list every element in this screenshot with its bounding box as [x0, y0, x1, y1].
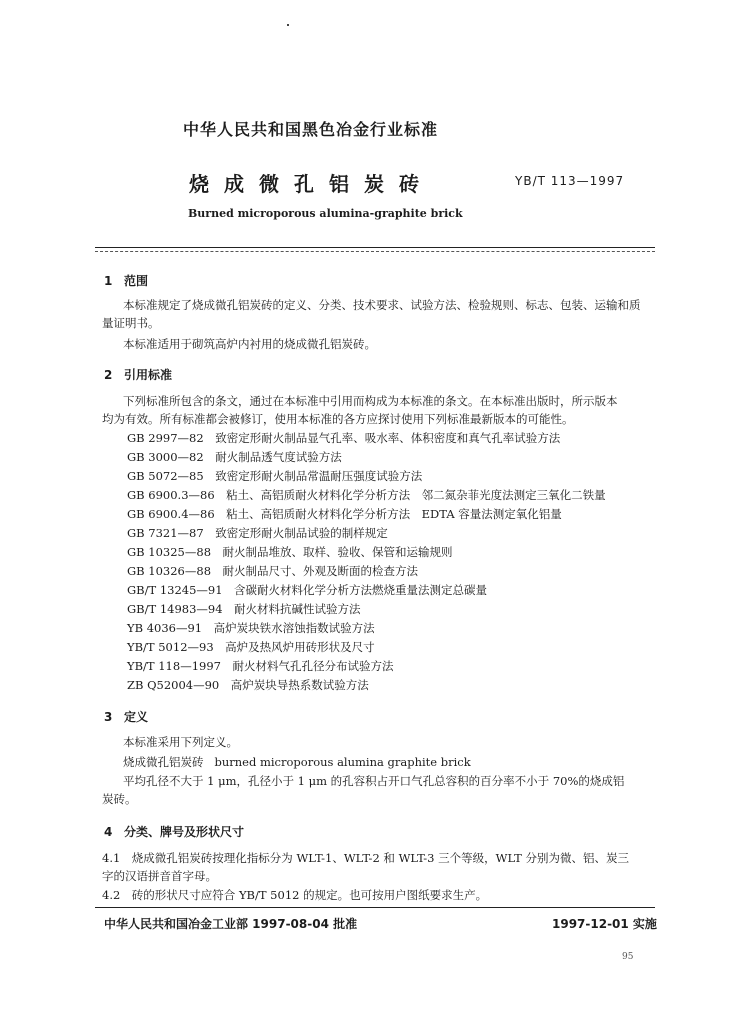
- reference-item: YB/T 118—1997 耐火材料气孔孔径分布试验方法: [127, 659, 394, 673]
- paragraph: 字的汉语拼音首字母。: [102, 869, 217, 883]
- paragraph: 本标准采用下列定义。: [123, 735, 238, 749]
- reference-item: GB 5072—85 致密定形耐火制品常温耐压强度试验方法: [127, 469, 423, 483]
- paragraph: 4.1 烧成微孔铝炭砖按理化指标分为 WLT-1、WLT-2 和 WLT-3 三个等级，WLT 分别为微、铝、炭三: [102, 851, 629, 865]
- reference-item: GB 7321—87 致密定形耐火制品试验的制样规定: [127, 526, 388, 540]
- scan-dot: [287, 24, 289, 26]
- term-chinese: 烧成微孔铝炭砖: [123, 755, 204, 769]
- paragraph: 量证明书。: [102, 316, 160, 330]
- approval-line: 中华人民共和国冶金工业部 1997-08-04 批准: [104, 917, 358, 931]
- section-3-heading: [104, 708, 148, 725]
- section-1-heading: [104, 272, 148, 289]
- reference-item: GB/T 13245—91 含碳耐火材料化学分析方法燃烧重量法测定总碳量: [127, 583, 488, 597]
- section-title: 分类、牌号及形状尺寸: [124, 825, 245, 839]
- reference-item: YB/T 5012—93 高炉及热风炉用砖形状及尺寸: [127, 640, 375, 654]
- section-number: 1: [104, 274, 113, 288]
- footer-rule: [95, 907, 655, 908]
- section-title: 定义: [124, 710, 149, 724]
- paragraph: 本标准规定了烧成微孔铝炭砖的定义、分类、技术要求、试验方法、检验规则、标志、包装、运输和质: [123, 298, 641, 312]
- reference-item: GB 6900.4—86 粘土、高铝质耐火材料化学分析方法 EDTA 容量法测定氧化铝量: [127, 507, 562, 521]
- reference-item: GB 10326—88 耐火制品尺寸、外观及断面的检查方法: [127, 564, 419, 578]
- title-english: Burned microporous alumina-graphite brick: [188, 207, 463, 220]
- reference-item: GB/T 14983—94 耐火材料抗碱性试验方法: [127, 602, 361, 616]
- reference-item: GB 2997—82 致密定形耐火制品显气孔率、吸水率、体积密度和真气孔率试验方法: [127, 431, 561, 445]
- section-title: 范围: [124, 274, 149, 288]
- paragraph: 4.2 砖的形状尺寸应符合 YB/T 5012 的规定。也可按用户图纸要求生产。: [102, 888, 488, 902]
- implementation-date: 1997-12-01 实施: [552, 917, 657, 931]
- section-title: 引用标准: [124, 368, 173, 382]
- paragraph: 均为有效。所有标准都会被修订，使用本标准的各方应探讨使用下列标准最新版本的可能性。: [102, 412, 574, 426]
- reference-item: GB 6900.3—86 粘土、高铝质耐火材料化学分析方法 邻二氮杂菲光度法测定三氧化二铁量: [127, 488, 606, 502]
- reference-item: YB 4036—91 高炉炭块铁水溶蚀指数试验方法: [127, 621, 375, 635]
- section-number: 3: [104, 710, 113, 724]
- section-4-heading: [104, 823, 244, 840]
- standard-code: YB/T 113—1997: [515, 174, 625, 188]
- term-english: burned microporous alumina graphite brick: [214, 755, 471, 769]
- issuing-organization: 中华人民共和国黑色冶金行业标准: [183, 120, 439, 139]
- reference-item: GB 10325—88 耐火制品堆放、取样、验收、保管和运输规则: [127, 545, 453, 559]
- section-2-heading: [104, 366, 172, 383]
- page-number: 95: [622, 952, 634, 962]
- reference-item: GB 3000—82 耐火制品透气度试验方法: [127, 450, 342, 464]
- paragraph: 本标准适用于砌筑高炉内衬用的烧成微孔铝炭砖。: [123, 337, 376, 351]
- section-number: 4: [104, 825, 113, 839]
- paragraph: 下列标准所包含的条文，通过在本标准中引用而构成为本标准的条文。在本标准出版时，所示版本: [123, 394, 618, 408]
- paragraph: 炭砖。: [102, 792, 137, 806]
- definition-term: [123, 754, 471, 771]
- section-number: 2: [104, 368, 113, 382]
- title-chinese: 烧成微孔铝炭砖: [189, 172, 434, 196]
- header-rule: [95, 247, 655, 248]
- reference-item: ZB Q52004—90 高炉炭块导热系数试验方法: [127, 678, 369, 692]
- paragraph: 平均孔径不大于 1 μm，孔径小于 1 μm 的孔容积占开口气孔总容积的百分率不小于 70%的烧成铝: [123, 774, 625, 788]
- header-rule-dashed: [95, 251, 655, 252]
